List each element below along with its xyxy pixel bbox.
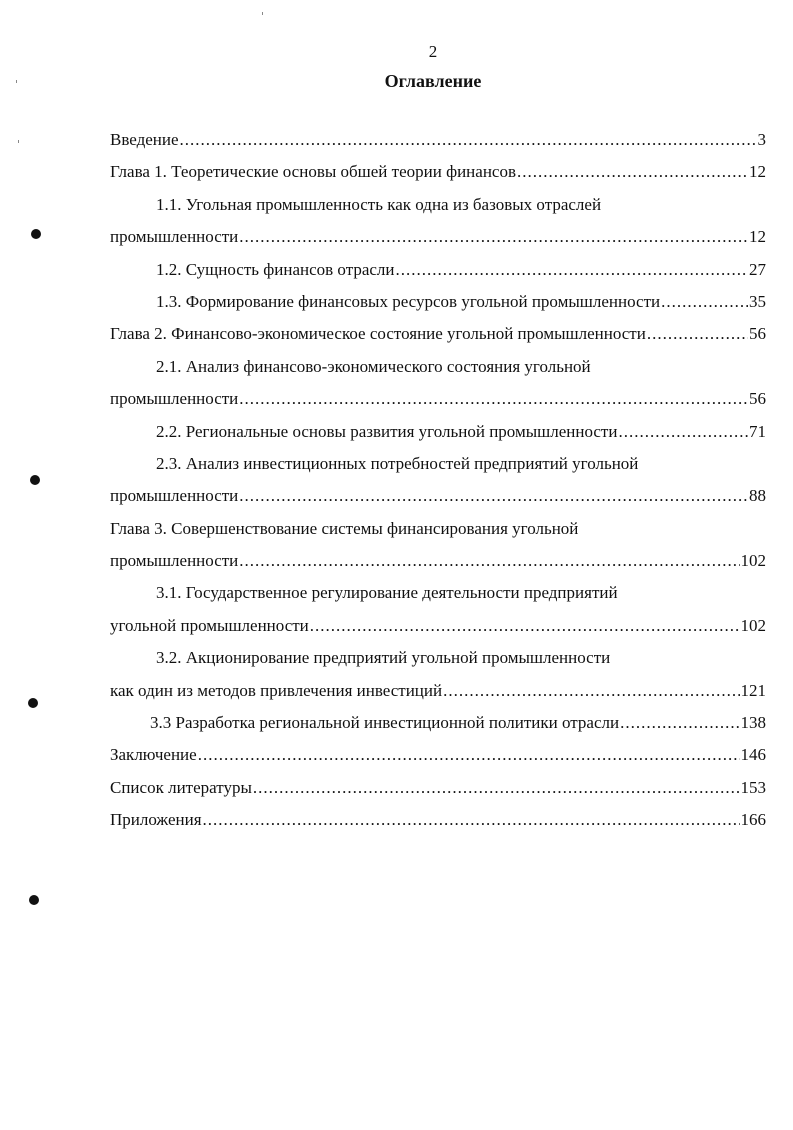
toc-page-number: 153 — [740, 777, 766, 797]
toc-entry-section-1-1[interactable]: 1.1. Угольная промышленность как одна из базовых отраслей — [156, 194, 602, 214]
toc-page-number: 12 — [749, 227, 766, 247]
toc-entry-references[interactable]: Список литературы ..... 153 — [110, 772, 766, 804]
toc-page-number: 56 — [749, 324, 766, 344]
toc-entry-section-1-1-cont[interactable]: промышленности ..... 12 — [110, 221, 766, 253]
dot-leader — [618, 416, 748, 448]
dot-leader — [239, 480, 748, 512]
dot-leader — [203, 804, 740, 836]
dot-leader — [620, 707, 739, 739]
toc-entry-section-2-1[interactable]: 2.1. Анализ финансово-экономического состояния угольной — [156, 356, 591, 376]
toc-entry-section-3-1[interactable]: 3.1. Государственное регулирование деятельности предприятий — [156, 583, 618, 603]
toc-entry-section-2-2[interactable]: 2.2. Региональные основы развития угольной промышленности ..... 71 — [110, 416, 766, 448]
toc-entry-section-3-3[interactable]: 3.3 Разработка региональной инвестиционной политики отрасли ..... 138 — [110, 707, 766, 739]
table-of-contents — [110, 124, 766, 837]
toc-page-number: 12 — [749, 162, 766, 182]
dot-leader — [310, 610, 740, 642]
dot-leader — [239, 221, 748, 253]
dot-leader — [443, 675, 739, 707]
toc-page-number: 102 — [740, 551, 766, 571]
page-number: 2 — [428, 42, 438, 61]
dot-leader — [647, 318, 748, 350]
toc-page-number: 71 — [749, 421, 766, 441]
toc-page-number: 146 — [740, 745, 766, 765]
dot-leader — [661, 286, 748, 318]
toc-entry-introduction[interactable]: Введение ..... 3 — [110, 124, 766, 156]
toc-page-number: 102 — [740, 615, 766, 635]
toc-page-number: 166 — [740, 810, 766, 830]
toc-entry-section-3-2-cont[interactable]: как один из методов привлечения инвестиций ..... 121 — [110, 675, 766, 707]
toc-page-number: 27 — [749, 259, 766, 279]
toc-page-number: 56 — [749, 389, 766, 409]
dot-leader — [239, 383, 748, 415]
toc-entry-chapter-3-cont[interactable]: промышленности ..... 102 — [110, 545, 766, 577]
dot-leader — [396, 254, 748, 286]
toc-entry-section-1-3[interactable]: 1.3. Формирование финансовых ресурсов угольной промышленности ..... 35 — [110, 286, 766, 318]
toc-page-number: 35 — [749, 291, 766, 311]
dot-leader — [198, 739, 740, 771]
toc-entry-chapter-3[interactable]: Глава 3. Совершенствование системы финансирования угольной — [110, 518, 579, 538]
dot-leader — [180, 124, 757, 156]
dot-leader — [253, 772, 740, 804]
toc-page-number: 3 — [757, 130, 766, 149]
toc-entry-section-2-3-cont[interactable]: промышленности ..... 88 — [110, 480, 766, 512]
toc-entry-section-1-2[interactable]: 1.2. Сущность финансов отрасли ..... 27 — [110, 254, 766, 286]
toc-entry-chapter-1[interactable]: Глава 1. Теоретические основы обшей теории финансов ..... 12 — [110, 156, 766, 188]
dot-leader — [239, 545, 739, 577]
toc-entry-section-3-2[interactable]: 3.2. Акционирование предприятий угольной промышленности — [156, 648, 611, 668]
toc-page-number: 88 — [749, 486, 766, 506]
binding-hole-mark — [30, 475, 40, 485]
toc-entry-conclusion[interactable]: Заключение ..... 146 — [110, 739, 766, 771]
scan-speck — [16, 80, 17, 83]
toc-entry-chapter-2[interactable]: Глава 2. Финансово-экономическое состояние угольной промышленности ..... 56 — [110, 318, 766, 350]
scan-speck — [262, 12, 263, 15]
toc-page-number: 138 — [740, 713, 766, 733]
dot-leader — [517, 156, 748, 188]
binding-hole-mark — [31, 229, 41, 239]
scan-speck — [18, 140, 19, 143]
toc-entry-section-2-1-cont[interactable]: промышленности ..... 56 — [110, 383, 766, 415]
toc-entry-section-2-3[interactable]: 2.3. Анализ инвестиционных потребностей предприятий угольной — [156, 453, 639, 473]
page-title: Оглавление — [384, 71, 482, 91]
toc-entry-appendices[interactable]: Приложения ..... 166 — [110, 804, 766, 836]
binding-hole-mark — [28, 698, 38, 708]
toc-entry-section-3-1-cont[interactable]: угольной промышленности ..... 102 — [110, 610, 766, 642]
toc-page-number: 121 — [740, 680, 766, 700]
binding-hole-mark — [29, 895, 39, 905]
